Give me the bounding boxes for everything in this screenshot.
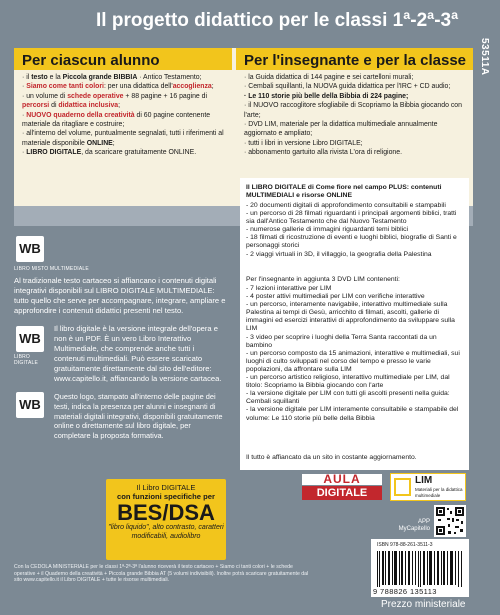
list-item: · NUOVO quaderno della creatività di 60 pagine contenente materiale da ritagliare e costruire; (22, 111, 228, 130)
list-item: · DVD LIM, materiale per la didattica multimediale annualmente aggiornato e ampliato; (244, 120, 469, 139)
list-item: - la versione digitale per LIM con tutti gli ascolti presenti nella guida: Cembali squillanti (246, 390, 464, 406)
bes-dsa-box (106, 479, 226, 560)
barcode-bars-icon (377, 551, 463, 587)
bes-dsa-title: BES/DSA (117, 500, 215, 525)
footnote: Con la CEDOLA MINISTERIALE per le classi 1ª-2ª-3ª l'alunno riceverà il testo cartaceo + Siamo ci tanti colori + le schede operative + il Quaderno della creatività + Piccola grande Bibbia AT (5 volumi indivisibili). Inoltre potrà scaricare gratuitamente dal sito www.capitello.it il Libro DIGITALE + tutte le risorse multimediali. (14, 564, 309, 584)
digital-content-list (246, 202, 464, 259)
wb-logo-caption: LIBRO MISTO MULTIMEDIALE (14, 266, 89, 272)
lim-content-list (246, 285, 464, 423)
list-item: - 2 viaggi virtuali in 3D, il villaggio, la geografia della Palestina (246, 251, 464, 259)
list-item: · LIBRO DIGITALE, da scaricare gratuitamente ONLINE. (22, 148, 228, 157)
left-column-list (14, 70, 232, 158)
list-item: · abbonamento gartuito alla rivista L'ora di religione. (244, 148, 469, 157)
digital-content-panel (240, 178, 469, 470)
list-item: - un percorso di 28 filmati riguardanti i principali argomenti biblici, tratti sia dall'Antico Testamento che dal Nuovo Testamento (246, 210, 464, 226)
right-column-list (236, 70, 473, 158)
qr-area (396, 505, 468, 537)
wb-logo-icon: WB (16, 236, 44, 262)
barcode (371, 539, 469, 597)
digital-book-paragraph: Il libro digitale è la versione integrale dell'opera e non è un PDF. È un vero Libro Interattivo Multimediale, che comprende anche tutti i contenuti multimediali. Può essere scaricato gratuitamente direttamente dal sito dell'editore: www.capitello.it, affiancando la versione cartacea. (54, 324, 222, 384)
list-item: - 18 filmati di ricostruzione di eventi e luoghi biblici, biografie di Santi e personaggi storici (246, 234, 464, 250)
list-item: · tutti i libri in versione Libro DIGITALE; (244, 139, 469, 148)
bes-features: "libro liquido", alto contrasto, caratteri modificabili, audiolibro (108, 524, 224, 540)
list-item: - un percorso, interamente navigabile, interattivo multimediale sulla Palestina ai tempi di Gesù, arricchito di filmati, ascolti, gallerie di immagini ed esercizi interattivi di approfondimento da sviluppare sulla LIM (246, 301, 464, 333)
libro-digitale-icon: WB (16, 326, 44, 352)
side-code: 53511A (479, 38, 490, 76)
list-item: - 3 video per scoprire i luoghi della Terra Santa raccontati da un bambino (246, 334, 464, 350)
list-item: · Le 110 storie più belle della Bibbia di 224 pagine; (244, 92, 469, 101)
right-column-heading: Per l'insegnante e per la classe (236, 48, 473, 70)
list-item: - un percorso composto da 15 animazioni, interattive e multimediali, sui luoghi di culto sviluppati nel corso del tempo e presso le varie popolazioni, da affrontare sulla LIM (246, 350, 464, 374)
bottom-logos (240, 470, 469, 503)
list-item: - 7 lezioni interattive per LIM (246, 285, 464, 293)
bes-line2: con funzioni specifiche per (117, 492, 215, 501)
barcode-digits: 9 788826 135113 (373, 587, 437, 596)
lim-logo: LIM Materiali per la didattica multimediale (390, 473, 466, 501)
list-item: · Cembali squillanti, la NUOVA guida didattica per l'IRC + CD audio; (244, 82, 469, 91)
list-item: · un volume di schede operative + 88 pagine + 16 pagine di percorsi di didattica inclusiva; (22, 92, 228, 111)
app-label: APP MyCapitello (398, 519, 430, 532)
logo-meaning-paragraph: Questo logo, stampato all'interno delle pagine dei testi, indica la presenza per alunni e insegnanti di materiali digitali integrativi, disponibili gratuitamente online o direttamente sul libro digitale, per completare la proposta formativa. (54, 392, 223, 441)
list-item: · Siamo come tanti colori: per una didattica dell'accoglienza; (22, 82, 228, 91)
intro-paragraph: Al tradizionale testo cartaceo si affiancano i contenuti digitali integrativi disponibili sul LIBRO DIGITALE MULTIMEDIALE: tutto quello che serve per accompagnare, integrare, ampliare e approfondire i contenuti didattici presenti nel testo. (14, 276, 226, 316)
qr-code-icon (434, 505, 466, 537)
list-item: · il NUOVO raccoglitore sfogliabile di Scopriamo la Bibbia giocando con l'arte; (244, 101, 469, 120)
isbn-text: ISBN 978-88-261-3511-3 (377, 542, 433, 548)
libro-digitale-caption: LIBRO DIGITALE (14, 354, 39, 366)
list-item: - numerose gallerie di immagini riguardanti temi biblici (246, 226, 464, 234)
lim-intro: Per l'insegnante in aggiunta 3 DVD LIM contenenti: (246, 276, 400, 283)
bes-line1: Il Libro DIGITALE (136, 483, 196, 492)
panel-intro: Il LIBRO DIGITALE di Come fiore nel campo PLUS: contenuti MULTIMEDIALI e risorse ONLINE (246, 184, 442, 200)
list-item: - 20 documenti digitali di approfondimento consultabili e stampabili (246, 202, 464, 210)
list-item: - un percorso artistico religioso, interattivo multimediale per LIM, dal titolo: Scopriamo la Bibbia giocando con l'arte (246, 374, 464, 390)
left-column (14, 48, 232, 206)
list-item: · la Guida didattica di 144 pagine e sei cartelloni murali; (244, 73, 469, 82)
aula-digitale-logo: AULA DIGITALE (302, 474, 382, 500)
page-title: Il progetto didattico per le classi 1ª-2ª-3ª (96, 10, 459, 31)
list-item: - 4 poster attivi multimediali per LIM con verifiche interattive (246, 293, 464, 301)
panel-closing: Il tutto è affiancato da un sito in costante aggiornamento. (246, 454, 417, 461)
lim-screen-icon (394, 478, 411, 496)
price-label: Prezzo ministeriale (381, 599, 466, 610)
left-column-heading: Per ciascun alunno (14, 48, 232, 70)
list-item: · il testo e la Piccola grande BIBBIA · Antico Testamento; (22, 73, 228, 82)
wb-small-logo-icon: WB (16, 392, 44, 418)
list-item: - la versione digitale per LIM interamente consultabile e stampabile del volume: Le 110 storie più belle della Bibbia (246, 406, 464, 422)
list-item: · all'interno del volume, puntualmente segnalati, tutti i riferimenti al materiale disponibile ONLINE; (22, 129, 228, 148)
